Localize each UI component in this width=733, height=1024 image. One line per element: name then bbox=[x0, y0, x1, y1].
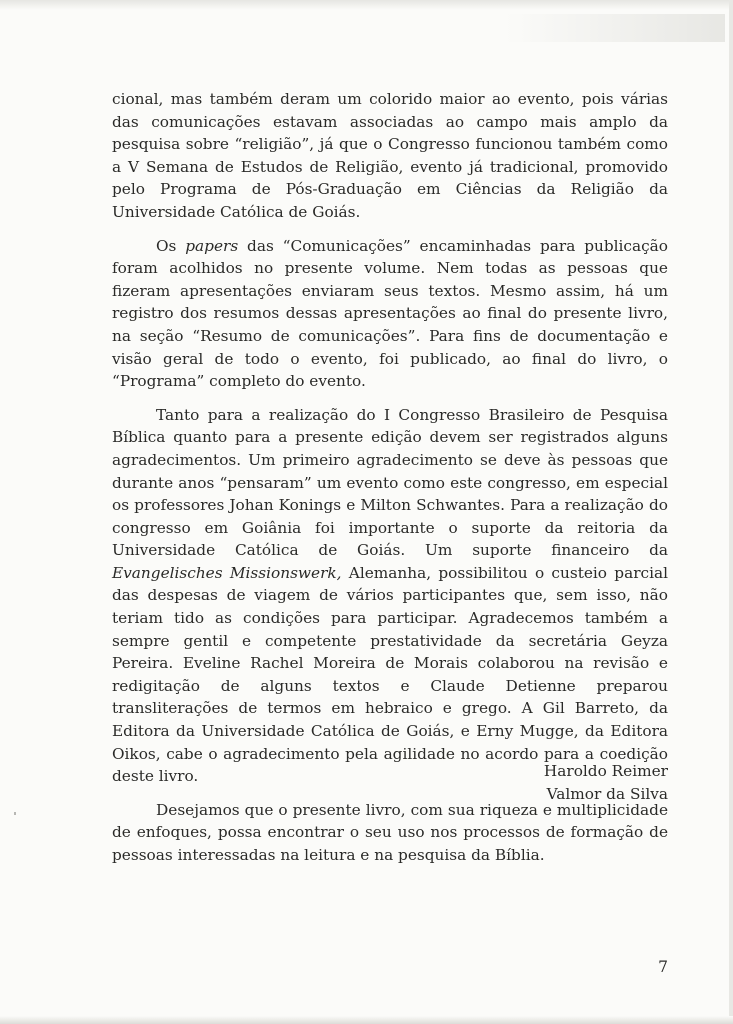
paragraph-4 bbox=[112, 799, 668, 867]
paragraph-3 bbox=[112, 404, 668, 788]
scan-speck bbox=[14, 812, 16, 815]
paragraph-3-text-b: Alemanha, possibilitou o custeio parcial das despesas de viagem de vários participantes que, sem isso, não teriam tido as condições para participar. Agradecemos também a sempre gentil e competente prestatividade da secretária Geyza Pereira. Eveline Rachel Moreira de Morais colaborou na revisão e redigitação de alguns textos e Claude Detienne preparou transliterações de termos em hebraico e grego. A Gil Barreto, da Editora da Universidade Católica de Goiás, e Erny Mugge, da Editora Oikos, cabe o agradecimento pela agilidade no acordo para a coedição deste livro. bbox=[112, 563, 668, 786]
paragraph-4-text: Desejamos que o presente livro, com sua riqueza e multiplicidade de enfoques, possa encontrar o seu uso nos processos de formação de pessoas interessadas na leitura e na pesquisa da Bíblia. bbox=[112, 800, 668, 864]
paragraph-3-text-a: Tanto para a realização do I Congresso Brasileiro de Pesquisa Bíblica quanto para a presente edição devem ser registrados alguns agradecimentos. Um primeiro agradecimento se deve às pessoas que durante anos “pensaram” um evento como este congresso, em especial os professores Johan Konings e Milton Schwantes. Para a realização do congresso em Goiânia foi importante o suporte da reitoria da Universidade Católica de Goiás. Um suporte financeiro da bbox=[112, 405, 668, 560]
paragraph-2-text-b: das “Comunicações” encaminhadas para publicação foram acolhidos no presente volume. Nem todas as pessoas que fizeram apresentações enviaram seus textos. Mesmo assim, há um registro dos resumos dessas apresentações ao final do presente livro, na seção “Resumo de comunicações”. Para fins de documentação e visão geral de todo o evento, foi publicado, ao final do livro, o “Programa” completo do evento. bbox=[112, 236, 668, 391]
paragraph-2 bbox=[112, 235, 668, 393]
scan-top-edge bbox=[0, 0, 733, 10]
paragraph-2-text-a: Os bbox=[156, 236, 186, 255]
paragraph-2-italic-term: papers bbox=[185, 236, 239, 255]
signature-name-1: Haroldo Reimer bbox=[543, 762, 668, 780]
signature-name-2: Valmor da Silva bbox=[546, 784, 668, 803]
page-number: 7 bbox=[658, 958, 668, 976]
scan-right-edge bbox=[729, 0, 733, 1024]
paragraph-1-text: cional, mas também deram um colorido maior ao evento, pois várias das comunicações estavam associadas ao campo mais amplo da pesquisa sobre “religião”, já que o Congresso funcionou também como a V Semana de Estudos de Religião, evento já tradicional, promovido pelo Programa de Pós-Graduação em Ciências da Religião da Universidade Católica de Goiás. bbox=[112, 90, 668, 221]
scan-bottom-edge bbox=[0, 1016, 733, 1024]
scan-bleed-through bbox=[505, 14, 725, 42]
signature-block bbox=[544, 760, 668, 805]
paragraph-3-italic-name: Evangelisches Missionswerk, bbox=[112, 563, 342, 582]
paragraph-1 bbox=[112, 88, 668, 224]
